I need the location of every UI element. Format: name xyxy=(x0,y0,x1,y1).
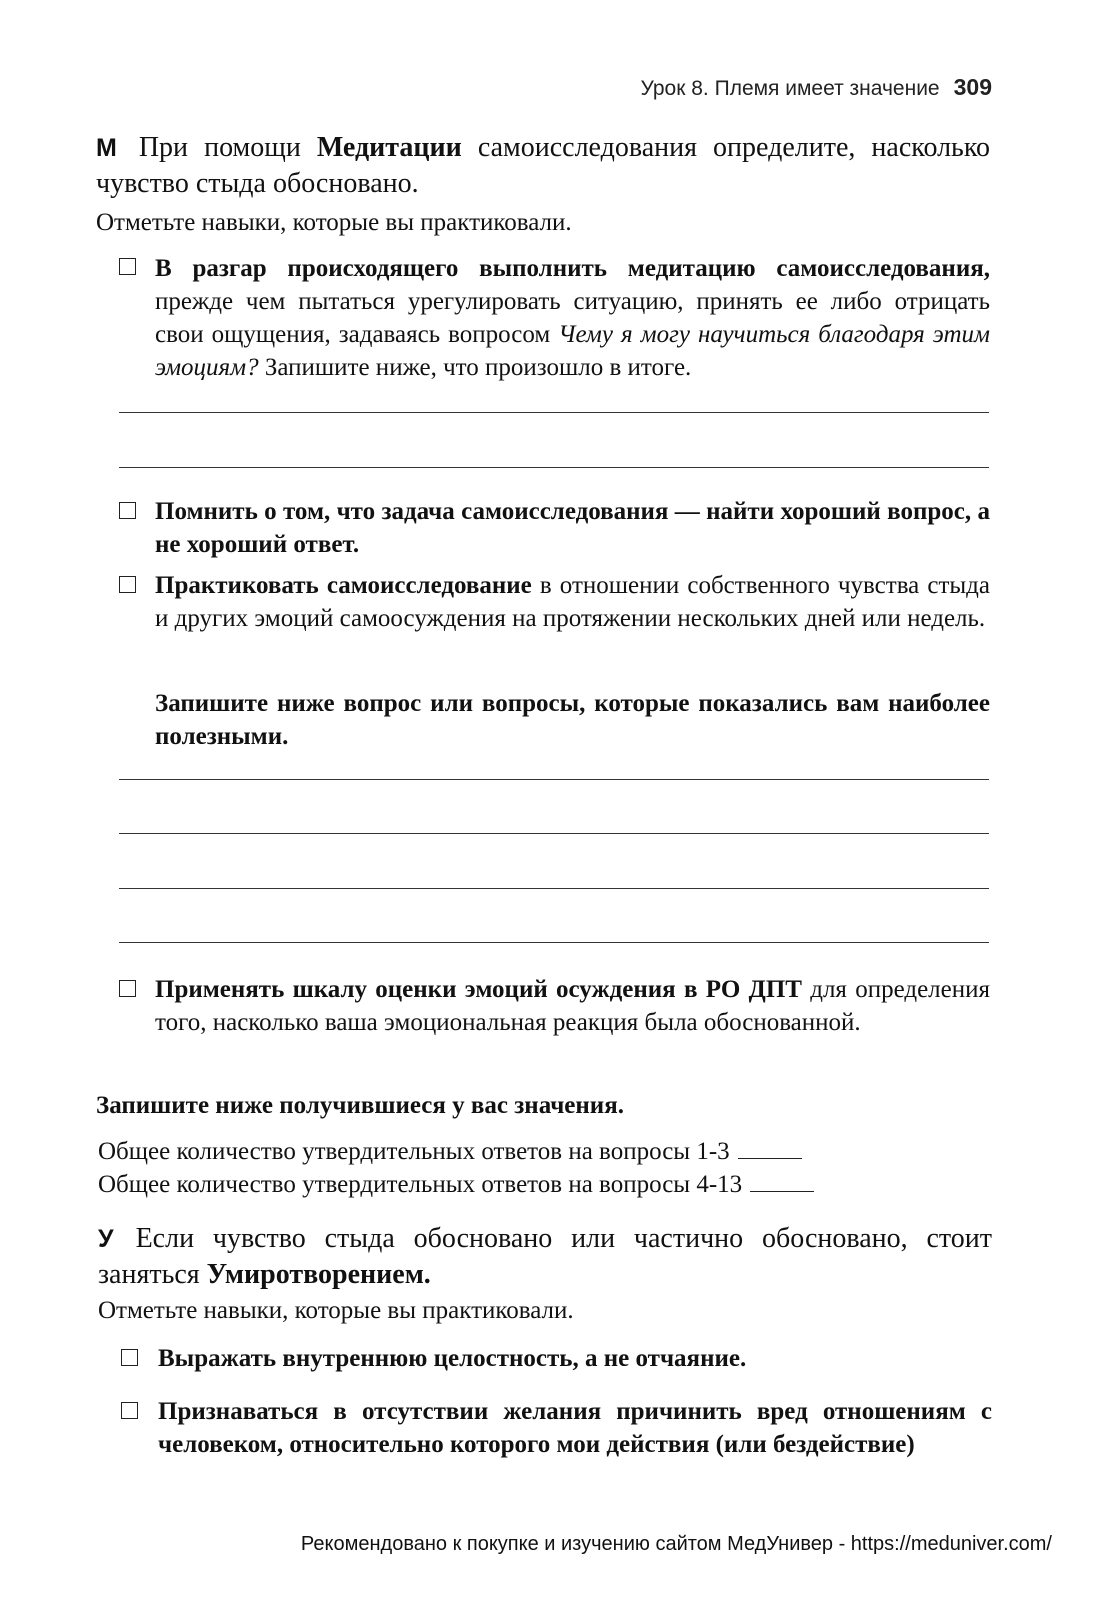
section-m-intro-post: самоисследования определите, насколько чувство стыда обосновано. xyxy=(96,132,991,199)
count-1-3-row xyxy=(98,1135,992,1168)
section-m-item1 xyxy=(155,252,990,384)
running-header xyxy=(640,74,992,101)
section-u-intro-pre: Если чувство стыда обосновано или частично обосновано, стоит заняться xyxy=(98,1223,992,1290)
section-u-mark-skills: Отметьте навыки, которые вы практиковали. xyxy=(98,1297,574,1324)
checkbox-u-item1[interactable] xyxy=(121,1349,138,1366)
section-m-intro-bold: Медитации xyxy=(316,132,462,163)
section-u-item2-bold: Признаваться в отсутствии желания причинить вред отношениям с человеком, относительно которого мои действия (или бездействие) xyxy=(158,1398,992,1458)
section-m-item1-text: прежде чем пытаться урегулировать ситуацию, принять ее либо отрицать свои ощущения, задаваясь вопросом xyxy=(155,288,990,348)
count-1-3-field[interactable] xyxy=(738,1136,802,1159)
checkbox-m-item3[interactable] xyxy=(119,576,136,593)
checkbox-m-item2[interactable] xyxy=(119,502,136,519)
section-m-item1-italic: Чему я могу научиться благодаря этим эмоциям? xyxy=(155,321,990,381)
section-u-item2 xyxy=(158,1395,992,1461)
section-m-write-questions xyxy=(155,687,990,753)
count-1-3-label: Общее количество утвердительных ответов на вопросы 1-3 xyxy=(98,1138,730,1165)
page-number: 309 xyxy=(953,74,992,100)
section-u-intro xyxy=(98,1221,992,1293)
running-title: Урок 8. Племя имеет значение xyxy=(640,77,940,100)
write-line-3[interactable] xyxy=(119,779,989,780)
section-u-letter: У xyxy=(98,1225,114,1253)
section-m-intro xyxy=(96,130,990,202)
write-line-5[interactable] xyxy=(119,888,989,889)
section-m-item4-bold: Применять шкалу оценки эмоций осуждения в РО ДПТ xyxy=(155,976,802,1003)
section-m-write-questions-text: Запишите ниже вопрос или вопросы, которые показались вам наиболее полезными. xyxy=(155,690,990,750)
section-m-letter: М xyxy=(96,134,117,162)
section-m-item1-bold: В разгар происходящего выполнить медитацию самоисследования, xyxy=(155,255,990,282)
count-4-13-field[interactable] xyxy=(750,1169,814,1192)
footer-note: Рекомендовано к покупке и изучению сайтом МедУнивер - https://meduniver.com/ xyxy=(300,1533,1052,1555)
section-m-intro-pre: При помощи xyxy=(138,132,317,163)
section-m-item3-bold: Практиковать самоисследование xyxy=(155,572,532,599)
count-4-13-label: Общее количество утвердительных ответов на вопросы 4-13 xyxy=(98,1171,743,1198)
section-m-write-values xyxy=(96,1089,990,1122)
section-u-intro-bold: Умиротворением. xyxy=(206,1259,431,1290)
section-u-item1 xyxy=(158,1342,992,1375)
section-m-item3 xyxy=(155,569,990,635)
section-m-mark-skills: Отметьте навыки, которые вы практиковали. xyxy=(96,209,572,236)
write-line-4[interactable] xyxy=(119,833,989,834)
section-u-item1-bold: Выражать внутреннюю целостность, а не отчаяние. xyxy=(158,1345,747,1372)
write-line-6[interactable] xyxy=(119,942,989,943)
section-m-item3-text: в отношении собственного чувства стыда и других эмоций самоосуждения на протяжении нескольких дней или недель. xyxy=(155,572,991,632)
write-line-2[interactable] xyxy=(119,467,989,468)
section-m-item4 xyxy=(155,973,990,1039)
checkbox-m-item4[interactable] xyxy=(119,980,136,997)
section-m-item4-text: для определения того, насколько ваша эмоциональная реакция была обоснованной. xyxy=(155,976,990,1036)
checkbox-m-item1[interactable] xyxy=(119,258,136,275)
write-line-1[interactable] xyxy=(119,412,989,413)
section-m-item1-tail: Запишите ниже, что произошло в итоге. xyxy=(258,354,692,381)
checkbox-u-item2[interactable] xyxy=(121,1402,138,1419)
count-4-13-row xyxy=(98,1168,992,1201)
section-m-item2-bold: Помнить о том, что задача самоисследования — найти хороший вопрос, а не хороший ответ. xyxy=(155,498,990,558)
section-m-item2 xyxy=(155,495,990,561)
section-m-write-values-text: Запишите ниже получившиеся у вас значения. xyxy=(96,1092,624,1119)
